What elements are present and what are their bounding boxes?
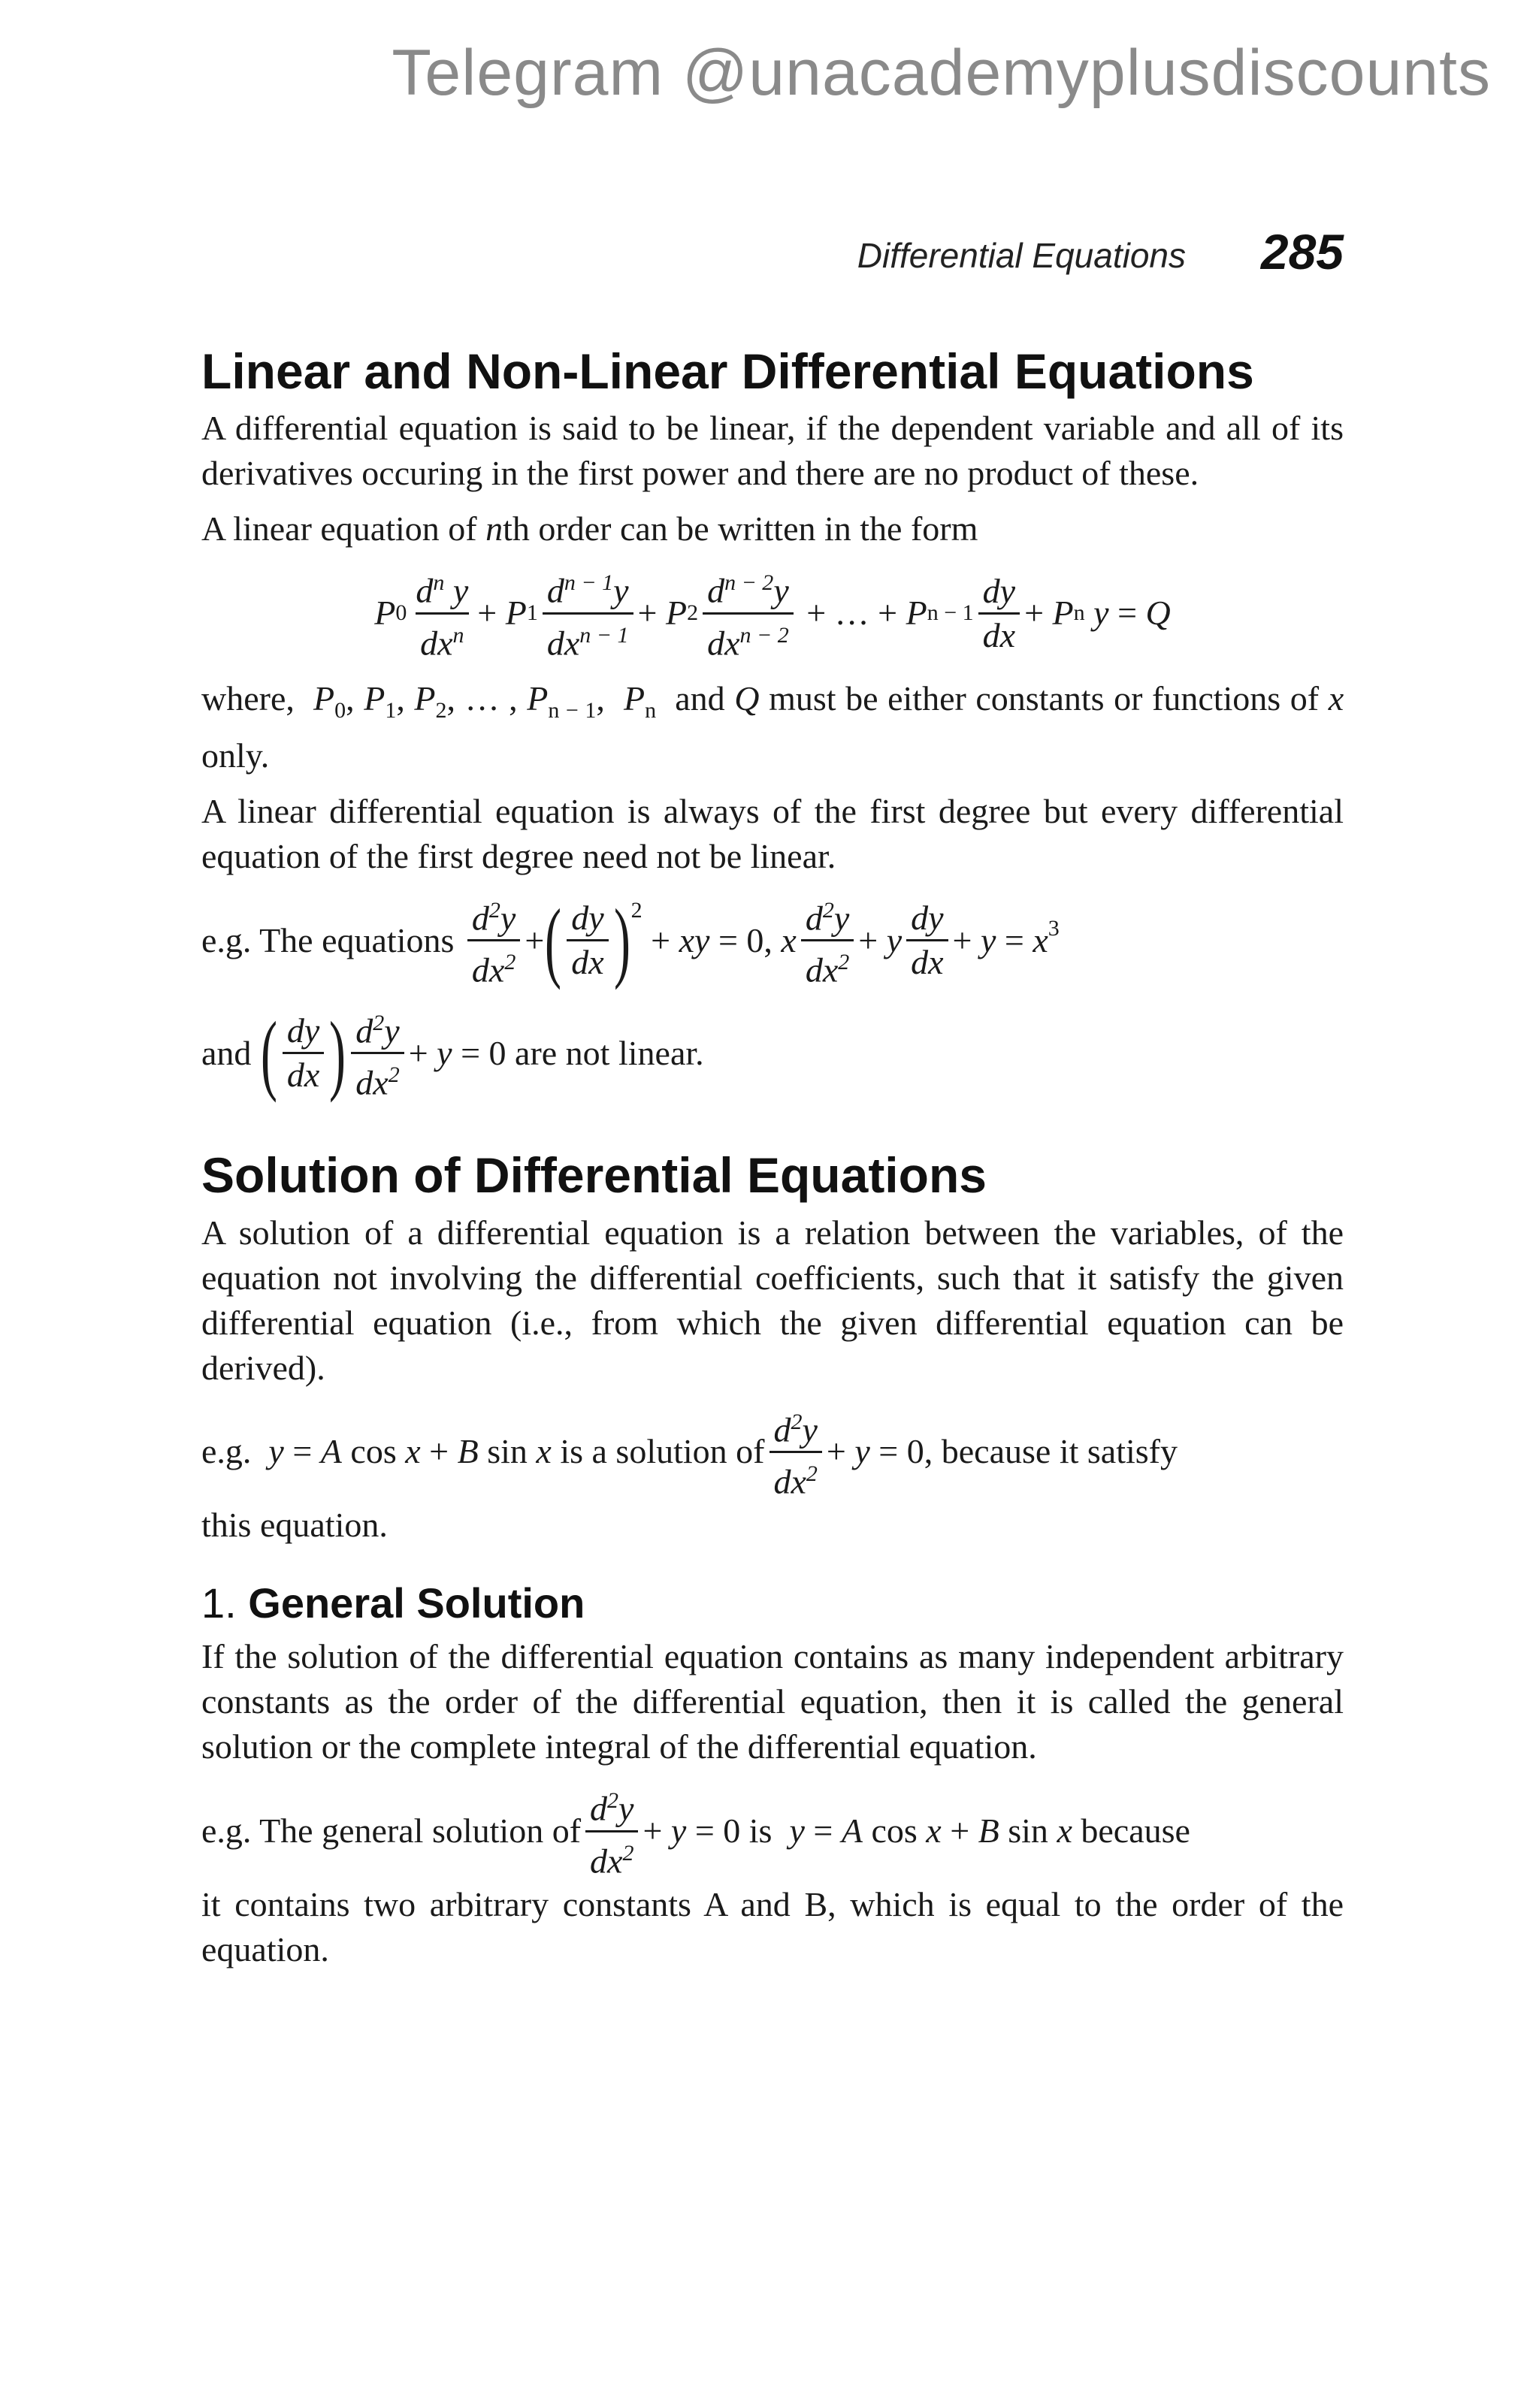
solution-example: e.g. y = A cos x + B sin x is a solution of $\frac{d^2y}{dx^2}$ + y = 0 , because it satisfy: [201, 1401, 1344, 1503]
general-solution-example: e.g. The general solution of $\frac{d^2y}{dx^2}$ + y = 0 is y = A cos x + B sin x because: [201, 1780, 1344, 1882]
degree-paragraph: A linear differential equation is always of the first degree but every differential equation of the first degree need not be linear.: [201, 792, 1344, 876]
nonlinear-examples: e.g. The equations $\frac{d^2y}{dx^2}$ + ( $\frac{dy}{dx}$ ) $^2$ + xy = 0, x $\frac{d^2y}{dx^2}$ + y $\frac{dy}{dx}$ + y = x $^3$: [201, 890, 1060, 990]
page-number: 285: [1260, 224, 1344, 279]
general-linear-equation: P 0 $\frac{d^n y}{dx^n}$ + P 1 $\frac{d^{n - 1}y}{dx^{n - 1}}$ + P 2 $\frac{d^{n - 2}y}{dx^{n - 2}}$ + … + P n − 1 $\frac{dy}{dx}$ + P n y = Q: [201, 562, 1344, 664]
nonlinear-example-2: and ( $\frac{dy}{dx}$ ) $\frac{d^2y}{dx^2}$ + y = 0 are not linear.: [201, 1002, 704, 1103]
running-head: [751, 224, 1344, 297]
where-paragraph: where, $P_0$, $P_1$, $P_2$, … , $P_{n - 1}$, $P_n$ and Q must be either constants or functions of x only.: [201, 678, 1344, 775]
solution-example-end: this equation.: [201, 1506, 388, 1545]
watermark: Telegram @unacademyplusdiscounts: [392, 37, 1491, 109]
page-content: [201, 342, 1344, 1983]
chapter-title: Differential Equations: [857, 236, 1186, 275]
general-solution-paragraph: If the solution of the differential equation contains as many independent arbitrary constants as the order of the differential equation, then it is called the general solution or the complete integral of the differential equation.: [201, 1637, 1344, 1766]
solution-definition-paragraph: A solution of a differential equation is a relation between the variables, of the equation not involving the differential coefficients, such that it satisfy the given differential equation (i.e., from which the given differential equation can be derived).: [201, 1213, 1344, 1387]
section-heading-solution: Solution of Differential Equations: [201, 1147, 987, 1204]
subsection-heading-general-solution: 1. General Solution: [201, 1579, 585, 1627]
section-heading-linear: Linear and Non-Linear Differential Equations: [201, 343, 1254, 399]
linear-definition-paragraph: A differential equation is said to be linear, if the dependent variable and all of its derivatives occuring in the first power and there are no product of these.: [201, 409, 1344, 493]
general-solution-end: it contains two arbitrary constants A and B, which is equal to the order of the equation.: [201, 1885, 1344, 1969]
nth-order-intro: A linear equation of nth order can be written in the form: [201, 509, 978, 548]
